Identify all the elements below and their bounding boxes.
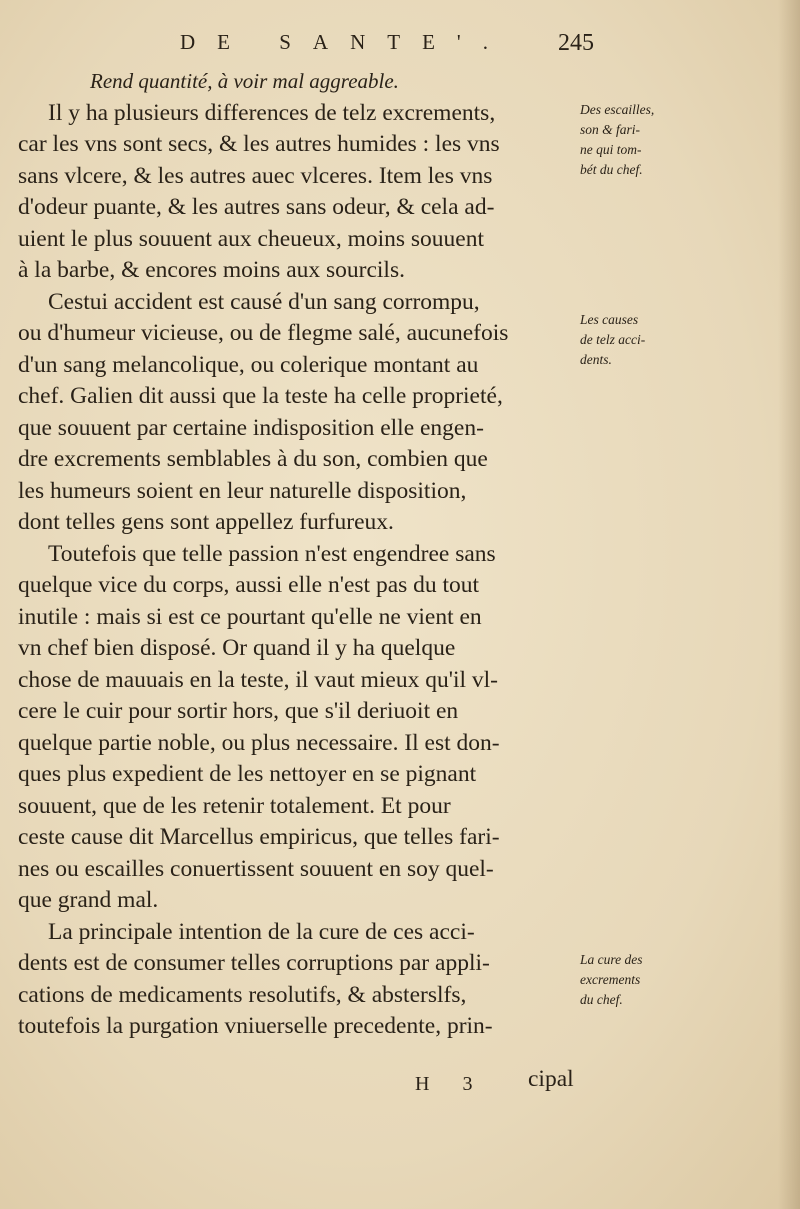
main-text-block	[18, 66, 588, 1043]
text-line: souuent, que de les retenir totalement. Et pour	[18, 792, 451, 819]
text-line: chef. Galien dit aussi que la teste ha celle proprieté,	[18, 383, 503, 409]
text-line: que souuent par certaine indisposition elle engen-	[18, 414, 484, 441]
text-line: uient le plus souuent aux cheueux, moins souuent	[18, 225, 485, 252]
catchword: cipal	[528, 1066, 574, 1092]
text-line: quelque partie noble, ou plus necessaire. Il est don-	[18, 729, 500, 756]
marginal-note-line: du chef.	[580, 992, 623, 1007]
text-line: ou d'humeur vicieuse, ou de flegme salé, aucunefois	[18, 320, 509, 346]
marginal-note-causes	[580, 310, 730, 370]
signature-mark: H 3	[415, 1073, 487, 1095]
text-line: dre excrements semblables à du son, combien que	[18, 446, 488, 472]
text-line: d'un sang melancolique, ou colerique montant au	[18, 351, 479, 378]
text-line: Cestui accident est causé d'un sang corrompu,	[48, 288, 480, 315]
marginal-note-line: ne qui tom-	[580, 142, 642, 157]
text-line: cere le cuir pour sortir hors, que s'il deriuoit en	[18, 698, 459, 724]
text-line: vn chef bien disposé. Or quand il y ha quelque	[18, 635, 456, 661]
page-edge-shadow	[778, 0, 800, 1209]
text-line: toutefois la purgation vniuerselle precedente, prin-	[18, 1013, 493, 1039]
text-line: quelque vice du corps, aussi elle n'est pas du tout	[18, 572, 480, 598]
folio-number: 245	[558, 30, 594, 56]
marginal-note-line: de telz acci-	[580, 332, 646, 347]
text-line: sans vlcere, & les autres auec vlceres. Item les vns	[18, 162, 493, 189]
running-head: DE SANTE'.	[180, 30, 510, 54]
marginal-note-cure	[580, 950, 730, 1010]
text-line: La principale intention de la cure de ces acci-	[48, 918, 475, 945]
marginal-note-line: dents.	[580, 352, 612, 367]
text-line: Rend quantité, à voir mal aggreable.	[90, 69, 399, 93]
text-line: d'odeur puante, & les autres sans odeur, & cela ad-	[18, 194, 495, 220]
text-line: dont telles gens sont appellez furfureux.	[18, 509, 394, 535]
text-line: les humeurs soient en leur naturelle disposition,	[18, 477, 467, 504]
marginal-note-line: La cure des	[580, 952, 643, 967]
marginal-note-line: son & fari-	[580, 122, 641, 137]
marginal-note-line: bét du chef.	[580, 162, 643, 177]
text-line: car les vns sont secs, & les autres humides : les vns	[18, 131, 500, 157]
text-line: ques plus expedient de les nettoyer en se pignant	[18, 761, 477, 787]
text-line: à la barbe, & encores moins aux sourcils.	[18, 257, 405, 283]
text-line: que grand mal.	[18, 887, 159, 913]
text-line: ceste cause dit Marcellus empiricus, que telles fari-	[18, 824, 500, 850]
text-line: Il y ha plusieurs differences de telz excrements,	[48, 99, 496, 126]
marginal-note-line: Les causes	[580, 312, 639, 327]
text-line: dents est de consumer telles corruptions par appli-	[18, 950, 490, 976]
marginal-note-line: excrements	[580, 972, 641, 987]
text-line: nes ou escailles conuertissent souuent en soy quel-	[18, 855, 494, 882]
text-line: chose de mauuais en la teste, il vaut mieux qu'il vl-	[18, 666, 498, 693]
marginal-note-bran	[580, 100, 730, 180]
marginal-note-line: Des escailles,	[580, 102, 655, 117]
text-line: inutile : mais si est ce pourtant qu'elle ne vient en	[18, 603, 482, 630]
text-line: cations de medicaments resolutifs, & absterslfs,	[18, 981, 467, 1008]
text-line: Toutefois que telle passion n'est engendree sans	[48, 540, 496, 567]
